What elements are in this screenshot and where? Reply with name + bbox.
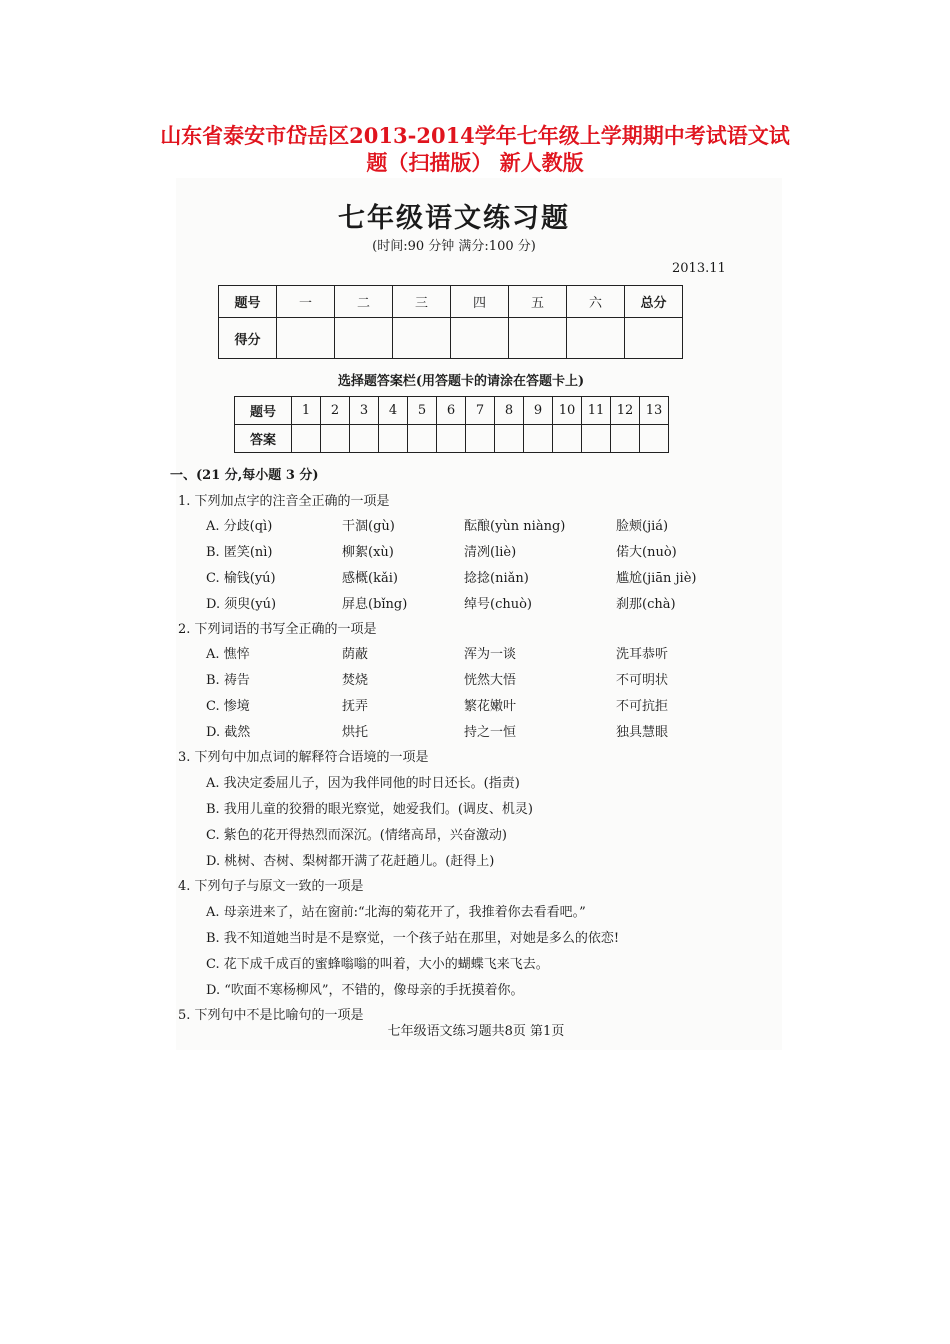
answer-number: 13 xyxy=(640,397,669,425)
answer-blank-cell xyxy=(292,425,321,453)
option-cell: 尴尬(jiān jiè) xyxy=(616,571,697,586)
option-cell: 不可抗拒 xyxy=(616,699,669,714)
answer-number: 7 xyxy=(466,397,495,425)
answer-blank-cell xyxy=(379,425,408,453)
option-cell: B. 匿笑(nì) xyxy=(206,545,273,560)
option-cell: 脸颊(jiá) xyxy=(616,519,669,534)
answer-blank-cell xyxy=(495,425,524,453)
question-stem: 1. 下列加点字的注音全正确的一项是 xyxy=(178,494,390,509)
answer-bar-label: 选择题答案栏(用答题卡的请涂在答题卡上) xyxy=(337,374,585,389)
option-cell: 恍然大悟 xyxy=(464,673,517,688)
answer-number: 11 xyxy=(582,397,611,425)
option-cell: 清冽(liè) xyxy=(464,545,517,560)
score-row-label: 得分 xyxy=(219,318,277,359)
answer-blank-cell xyxy=(611,425,640,453)
answer-blank-cell xyxy=(321,425,350,453)
option-cell: 洗耳恭听 xyxy=(616,647,669,662)
option-cell: 柳絮(xù) xyxy=(342,545,394,560)
option-line: C. 紫色的花开得热烈而深沉。(情绪高昂，兴奋激动) xyxy=(206,828,507,843)
score-blank-cell xyxy=(451,318,509,359)
answer-value-row xyxy=(235,425,669,453)
answer-number: 4 xyxy=(379,397,408,425)
answer-blank-cell xyxy=(553,425,582,453)
option-line: D. “吹面不寒杨柳风”，不错的，像母亲的手抚摸着你。 xyxy=(206,983,524,998)
page-footer: 七年级语文练习题共8页 第1页 xyxy=(387,1024,565,1039)
option-line: D. 桃树、杏树、梨树都开满了花赶趟儿。(赶得上) xyxy=(206,854,495,869)
answer-number: 8 xyxy=(495,397,524,425)
option-cell: 抚弄 xyxy=(342,699,369,714)
option-cell: 捻捻(niǎn) xyxy=(464,571,529,586)
answer-table xyxy=(234,396,669,453)
option-line: A. 我决定委屈儿子，因为我伴同他的时日还长。(指责) xyxy=(206,776,520,791)
option-cell: B. 祷告 xyxy=(206,673,250,688)
option-cell: D. 须臾(yú) xyxy=(206,597,277,612)
score-table-header-row xyxy=(219,286,683,318)
score-cell: 五 xyxy=(509,286,567,318)
score-blank-cell xyxy=(625,318,683,359)
answer-blank-cell xyxy=(640,425,669,453)
option-line: A. 母亲进来了，站在窗前:“北海的菊花开了，我推着你去看看吧。” xyxy=(206,905,586,920)
option-cell: 干涸(gù) xyxy=(342,519,395,534)
score-table xyxy=(218,285,683,359)
option-line: C. 花下成千成百的蜜蜂嗡嗡的叫着，大小的蝴蝶飞来飞去。 xyxy=(206,957,549,972)
score-cell: 题号 xyxy=(219,286,277,318)
option-cell: 屏息(bǐng) xyxy=(342,597,408,612)
score-cell: 二 xyxy=(335,286,393,318)
option-cell: 不可明状 xyxy=(616,673,669,688)
document-heading-line-1: 山东省泰安市岱岳区2013-2014学年七年级上学期期中考试语文试 xyxy=(160,123,790,148)
answer-blank-cell xyxy=(582,425,611,453)
option-cell: 感概(kǎi) xyxy=(342,571,398,586)
paper-date: 2013.11 xyxy=(672,261,726,276)
option-cell: 偌大(nuò) xyxy=(616,545,677,560)
answer-number: 12 xyxy=(611,397,640,425)
question-stem: 2. 下列词语的书写全正确的一项是 xyxy=(178,622,377,637)
score-cell: 六 xyxy=(567,286,625,318)
answer-number: 5 xyxy=(408,397,437,425)
question-stem: 5. 下列句中不是比喻句的一项是 xyxy=(178,1008,364,1023)
option-cell: 荫蔽 xyxy=(342,647,369,662)
score-cell: 总分 xyxy=(625,286,683,318)
option-line: B. 我不知道她当时是不是察觉，一个孩子站在那里，对她是多么的依恋! xyxy=(206,931,620,946)
score-table-value-row xyxy=(219,318,683,359)
option-cell: 焚烧 xyxy=(342,673,369,688)
option-cell: D. 截然 xyxy=(206,725,251,740)
question-stem: 3. 下列句中加点词的解释符合语境的一项是 xyxy=(178,750,429,765)
option-cell: C. 惨境 xyxy=(206,699,250,714)
score-blank-cell xyxy=(567,318,625,359)
option-cell: 繁花嫩叶 xyxy=(464,699,517,714)
score-blank-cell xyxy=(393,318,451,359)
option-cell: 绰号(chuò) xyxy=(464,597,532,612)
option-cell: 独具慧眼 xyxy=(616,725,669,740)
option-cell: A. 分歧(qì) xyxy=(206,519,273,534)
question-stem: 4. 下列句子与原文一致的一项是 xyxy=(178,879,364,894)
score-cell: 三 xyxy=(393,286,451,318)
answer-number: 3 xyxy=(350,397,379,425)
option-cell: A. 憔悴 xyxy=(206,647,250,662)
option-cell: 酝酿(yùn niàng) xyxy=(464,519,566,534)
answer-blank-cell xyxy=(437,425,466,453)
answer-blank-cell xyxy=(524,425,553,453)
option-cell: C. 榆钱(yú) xyxy=(206,571,276,586)
answer-row-label: 题号 xyxy=(235,397,292,425)
answer-blank-cell xyxy=(350,425,379,453)
score-cell: 一 xyxy=(277,286,335,318)
answer-number-row xyxy=(235,397,669,425)
scanned-exam-page xyxy=(170,178,782,1050)
document-heading-line-2: 题（扫描版） 新人教版 xyxy=(366,150,584,175)
answer-number: 1 xyxy=(292,397,321,425)
answer-number: 10 xyxy=(553,397,582,425)
score-blank-cell xyxy=(509,318,567,359)
section-heading: 一、(21 分,每小题 3 分) xyxy=(170,468,319,483)
option-cell: 浑为一谈 xyxy=(464,647,517,662)
paper-title: 七年级语文练习题 xyxy=(338,203,570,234)
score-blank-cell xyxy=(335,318,393,359)
answer-blank-cell xyxy=(408,425,437,453)
option-cell: 持之一恒 xyxy=(464,725,517,740)
answer-number: 6 xyxy=(437,397,466,425)
document-heading xyxy=(0,122,950,176)
answer-blank-cell xyxy=(466,425,495,453)
option-line: B. 我用儿童的狡猾的眼光察觉，她爱我们。(调皮、机灵) xyxy=(206,802,533,817)
score-blank-cell xyxy=(277,318,335,359)
answer-number: 9 xyxy=(524,397,553,425)
answer-row-label: 答案 xyxy=(235,425,292,453)
score-cell: 四 xyxy=(451,286,509,318)
paper-subtitle: (时间:90 分钟 满分:100 分) xyxy=(372,239,536,254)
answer-number: 2 xyxy=(321,397,350,425)
option-cell: 刹那(chà) xyxy=(616,597,676,612)
option-cell: 烘托 xyxy=(342,725,369,740)
